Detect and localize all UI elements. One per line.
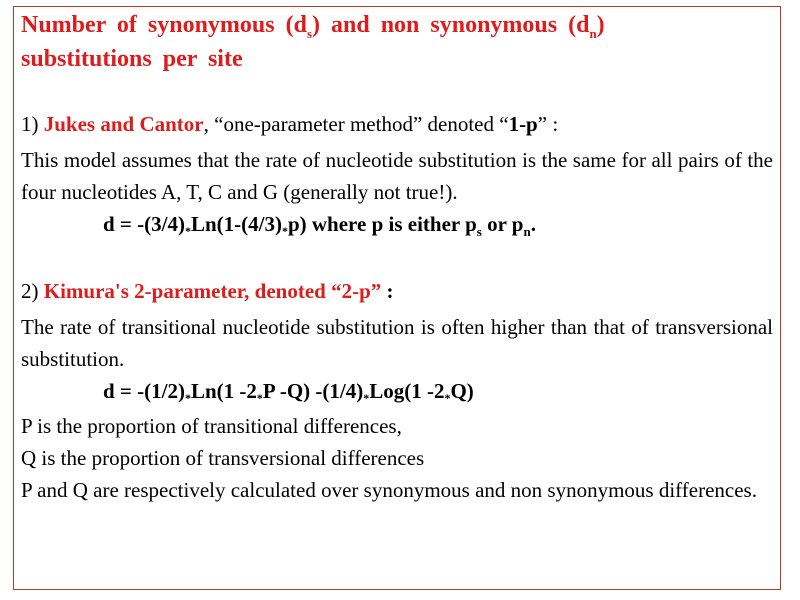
section2-paragraph: The rate of transitional nucleotide substitution is often higher than that of transversional substitution.	[21, 315, 773, 371]
section1-paragraph: This model assumes that the rate of nucleotide substitution is the same for all pairs of the four nucleotides A, T, C and G (generally not true!).	[21, 148, 773, 204]
slide-title: Number of synonymous $(d_s)$ and non synonymous $(d_n)$ substitutions per site	[21, 12, 605, 72]
jukes-cantor-formula: d = -(3/4)*Ln(1-(4/3)*p) where p is either $p_s$ or $p_n$.	[103, 212, 536, 240]
section1-heading: 1) Jukes and Cantor, “one-parameter method” denoted “1-p” :	[21, 112, 559, 136]
q-definition: Q is the proportion of transversional differences	[21, 446, 425, 470]
kimura-formula: d = -(1/2)*Ln(1 -2*P -Q) -(1/4)*Log(1 -2*Q)	[103, 379, 474, 405]
p-definition: P is the proportion of transitional differences,	[21, 414, 402, 438]
slide-content	[21, 8, 773, 506]
jukes-cantor-name: Jukes and Cantor	[43, 112, 204, 136]
kimura-name: Kimura's 2-parameter, denoted “2-p”	[43, 279, 382, 303]
title-line-2: substitutions per site	[21, 46, 243, 72]
pq-note: P and Q are respectively calculated over synonymous and non synonymous differences.	[21, 478, 757, 502]
section2-heading: 2) Kimura's 2-parameter, denoted “2-p” :	[21, 279, 394, 303]
